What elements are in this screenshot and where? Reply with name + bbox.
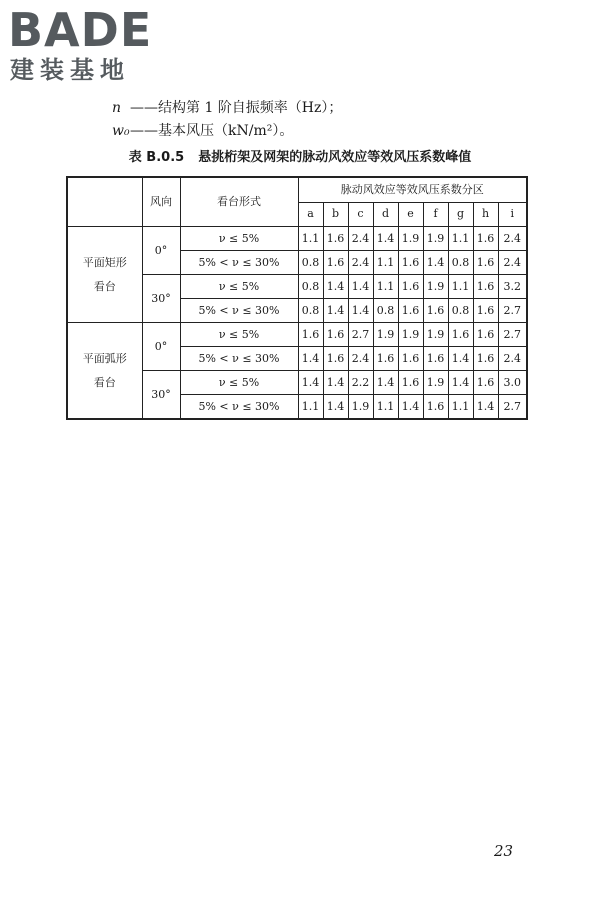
value-cell: 1.6 (398, 347, 423, 371)
table-title: 悬挑桁架及网架的脉动风效应等效风压系数峰值 (198, 150, 472, 165)
value-cell: 1.6 (473, 347, 498, 371)
stand-type-cell: 平面弧形看台 (67, 323, 142, 420)
header-zone: g (448, 202, 473, 227)
value-cell: 1.6 (423, 347, 448, 371)
value-cell: 1.4 (298, 371, 323, 395)
value-cell: 1.6 (398, 251, 423, 275)
value-cell: 1.1 (373, 395, 398, 420)
header-direction: 风向 (142, 177, 180, 227)
value-cell: 1.9 (423, 323, 448, 347)
value-cell: 1.4 (323, 371, 348, 395)
value-cell: 1.4 (323, 299, 348, 323)
direction-cell: 0° (142, 227, 180, 275)
value-cell: 0.8 (448, 299, 473, 323)
definition-text: ——结构第 1 阶自振频率（Hz）； (130, 100, 343, 116)
value-cell: 1.6 (473, 323, 498, 347)
value-cell: 1.9 (423, 227, 448, 251)
direction-cell: 30° (142, 371, 180, 420)
condition-cell: 5% < ν ≤ 30% (180, 299, 298, 323)
value-cell: 1.6 (323, 251, 348, 275)
value-cell: 1.6 (323, 227, 348, 251)
logo-word: BADE (8, 3, 153, 57)
table-row (67, 227, 527, 251)
condition-cell: ν ≤ 5% (180, 275, 298, 299)
value-cell: 1.4 (298, 347, 323, 371)
value-cell: 2.4 (498, 251, 527, 275)
value-cell: 0.8 (448, 251, 473, 275)
value-cell: 2.4 (348, 227, 373, 251)
header-zone: i (498, 202, 527, 227)
definition-symbol: n (112, 100, 122, 116)
value-cell: 1.6 (398, 299, 423, 323)
value-cell: 1.4 (448, 347, 473, 371)
definition-text: ——基本风压（kN/m²）。 (130, 123, 294, 139)
value-cell: 1.6 (448, 323, 473, 347)
header-zone: b (323, 202, 348, 227)
value-cell: 1.9 (348, 395, 373, 420)
value-cell: 0.8 (298, 275, 323, 299)
value-cell: 1.6 (473, 251, 498, 275)
logo-subtitle: 建装基地 (10, 56, 130, 84)
condition-cell: ν ≤ 5% (180, 227, 298, 251)
condition-cell: ν ≤ 5% (180, 323, 298, 347)
value-cell: 1.6 (398, 275, 423, 299)
value-cell: 2.7 (498, 323, 527, 347)
header-zone: a (298, 202, 323, 227)
wind-pressure-table (66, 176, 528, 420)
value-cell: 2.7 (498, 395, 527, 420)
value-cell: 1.1 (373, 251, 398, 275)
value-cell: 1.9 (373, 323, 398, 347)
value-cell: 1.4 (448, 371, 473, 395)
value-cell: 0.8 (298, 299, 323, 323)
value-cell: 1.6 (423, 299, 448, 323)
header-zone: e (398, 202, 423, 227)
value-cell: 1.4 (473, 395, 498, 420)
condition-cell: 5% < ν ≤ 30% (180, 395, 298, 420)
value-cell: 1.1 (298, 395, 323, 420)
definition-symbol: w₀ (112, 123, 130, 139)
direction-cell: 30° (142, 275, 180, 323)
value-cell: 1.6 (423, 395, 448, 420)
value-cell: 1.6 (473, 299, 498, 323)
header-zone: f (423, 202, 448, 227)
header-form: 看台形式 (180, 177, 298, 227)
value-cell: 3.0 (498, 371, 527, 395)
value-cell: 1.4 (373, 227, 398, 251)
header-zone: c (348, 202, 373, 227)
value-cell: 1.1 (448, 227, 473, 251)
value-cell: 1.9 (423, 275, 448, 299)
value-cell: 1.6 (298, 323, 323, 347)
header-zone: d (373, 202, 398, 227)
value-cell: 1.6 (323, 347, 348, 371)
value-cell: 1.6 (398, 371, 423, 395)
value-cell: 1.4 (423, 251, 448, 275)
value-cell: 2.4 (348, 347, 373, 371)
table-row (67, 323, 527, 347)
page-number: 23 (494, 842, 514, 860)
value-cell: 1.4 (373, 371, 398, 395)
value-cell: 1.9 (398, 227, 423, 251)
definition-n (112, 98, 342, 118)
value-cell: 2.4 (498, 227, 527, 251)
table-number: 表 B.0.5 (128, 150, 185, 165)
value-cell: 0.8 (298, 251, 323, 275)
value-cell: 3.2 (498, 275, 527, 299)
value-cell: 1.4 (348, 299, 373, 323)
value-cell: 1.9 (398, 323, 423, 347)
value-cell: 2.7 (498, 299, 527, 323)
condition-cell: 5% < ν ≤ 30% (180, 347, 298, 371)
value-cell: 1.1 (298, 227, 323, 251)
value-cell: 1.6 (323, 323, 348, 347)
value-cell: 2.4 (498, 347, 527, 371)
value-cell: 1.1 (448, 275, 473, 299)
value-cell: 1.1 (448, 395, 473, 420)
value-cell: 1.4 (323, 395, 348, 420)
definition-w0 (112, 121, 293, 141)
value-cell: 1.6 (473, 227, 498, 251)
value-cell: 1.9 (423, 371, 448, 395)
value-cell: 0.8 (373, 299, 398, 323)
direction-cell: 0° (142, 323, 180, 371)
header-zone: h (473, 202, 498, 227)
table-caption (0, 149, 600, 167)
value-cell: 1.4 (323, 275, 348, 299)
header-blank (67, 177, 142, 227)
brand-logo (8, 3, 183, 88)
condition-cell: ν ≤ 5% (180, 371, 298, 395)
value-cell: 2.4 (348, 251, 373, 275)
condition-cell: 5% < ν ≤ 30% (180, 251, 298, 275)
value-cell: 2.2 (348, 371, 373, 395)
value-cell: 1.1 (373, 275, 398, 299)
stand-type-cell: 平面矩形看台 (67, 227, 142, 323)
value-cell: 1.6 (473, 275, 498, 299)
value-cell: 1.6 (373, 347, 398, 371)
value-cell: 1.6 (473, 371, 498, 395)
value-cell: 1.4 (348, 275, 373, 299)
value-cell: 1.4 (398, 395, 423, 420)
header-zone-group: 脉动风效应等效风压系数分区 (298, 177, 527, 202)
value-cell: 2.7 (348, 323, 373, 347)
